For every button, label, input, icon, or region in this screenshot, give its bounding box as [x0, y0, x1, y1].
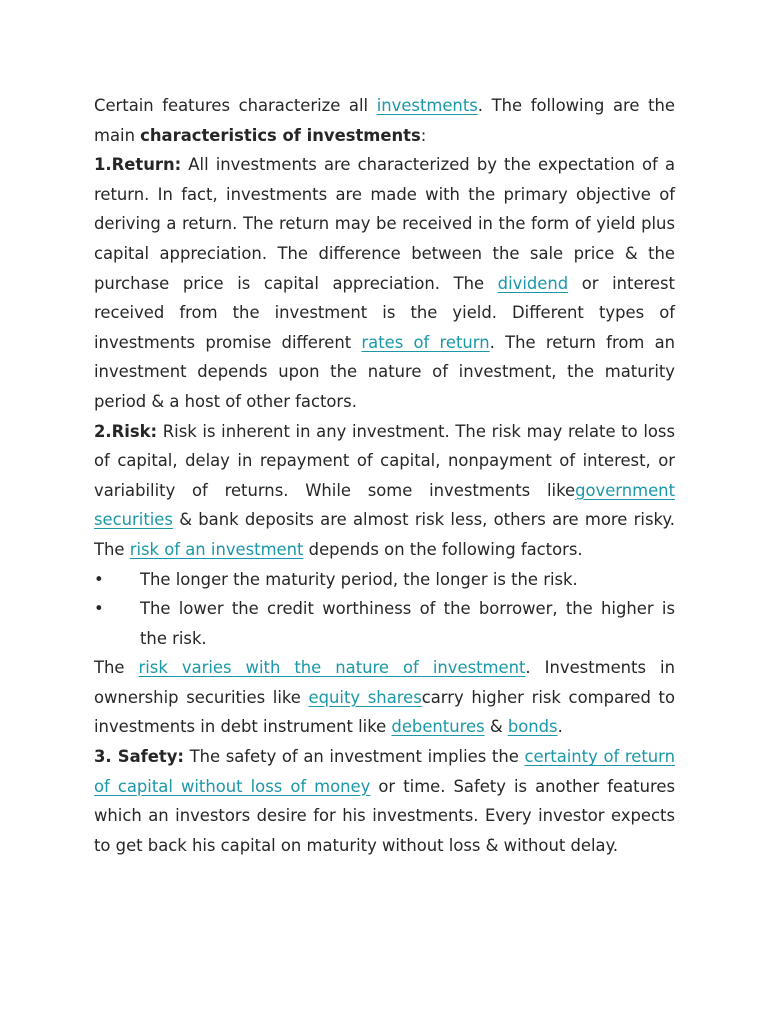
- link-debentures[interactable]: debentures: [391, 717, 485, 737]
- bullet-text: The longer the maturity period, the longer is the risk.: [140, 569, 578, 589]
- risk-text-3: depends on the following factors.: [303, 539, 583, 559]
- risk-nature-text-2: . Investments in ownership securities like: [94, 658, 675, 707]
- link-rates-of-return[interactable]: rates of return: [361, 332, 490, 352]
- intro-text-2: . The following are the main: [94, 96, 675, 145]
- document-body: [94, 91, 675, 860]
- link-risk-varies[interactable]: risk varies with the nature of investment: [138, 658, 526, 678]
- return-heading: 1.Return:: [94, 155, 182, 175]
- link-certainty-of-return[interactable]: certainty of return of capital without loss of money: [94, 747, 675, 796]
- link-dividend[interactable]: dividend: [497, 273, 569, 293]
- link-equity-shares[interactable]: equity shares: [308, 687, 422, 707]
- safety-heading: 3. Safety:: [94, 747, 184, 767]
- link-government-securities[interactable]: government securities: [94, 480, 675, 530]
- bullet-item: [94, 565, 675, 595]
- return-text-1: All investments are characterized by the expectation of a return. In fact, investments are made with the primary objective of deriving a return. The return may be received in the form of yield plus capital appreciation. The difference between the sale price & the purchase price is capital appreciation. The: [94, 155, 675, 293]
- risk-text-1: Risk is inherent in any investment. The risk may relate to loss of capital, delay in repayment of capital, nonpayment of interest, or variability of returns. While some investments like: [94, 421, 675, 500]
- risk-nature-text-3: carry higher risk compared to investments in debt instrument like: [94, 687, 675, 737]
- risk-nature-text-4: &: [484, 717, 508, 737]
- risk-nature-paragraph: [94, 653, 675, 742]
- bullet-text: The lower the credit worthiness of the borrower, the higher is the risk.: [140, 599, 675, 648]
- safety-text-2: or time. Safety is another features which an investors desire for his investments. Every investor expects to get back his capital on maturity without loss & without delay.: [94, 776, 675, 855]
- intro-text-1: Certain features characterize all: [94, 96, 377, 115]
- safety-text-1: The safety of an investment implies the: [183, 747, 525, 767]
- bullet-marker: •: [94, 569, 104, 589]
- return-text-3: . The return from an investment depends upon the nature of investment, the maturity period & a host of other factors.: [94, 332, 675, 411]
- intro-text-3: :: [420, 125, 427, 145]
- bullet-item: [94, 594, 675, 653]
- bullet-marker: •: [94, 599, 104, 619]
- safety-paragraph: [94, 742, 675, 860]
- risk-paragraph: [94, 417, 675, 565]
- intro-paragraph: [94, 91, 675, 150]
- link-risk-of-an-investment[interactable]: risk of an investment: [129, 539, 304, 559]
- link-bonds[interactable]: bonds: [507, 717, 558, 737]
- risk-heading: 2.Risk:: [94, 421, 158, 441]
- intro-bold-phrase: characteristics of investments: [140, 125, 421, 145]
- return-text-2: or interest received from the investment is the yield. Different types of investments promise different: [94, 273, 675, 352]
- risk-text-2: & bank deposits are almost risk less, others are more risky. The: [94, 510, 675, 559]
- link-investments[interactable]: investments: [376, 96, 478, 115]
- return-paragraph: [94, 150, 675, 416]
- risk-nature-text-1: The: [94, 658, 139, 678]
- risk-nature-text-5: .: [557, 717, 563, 737]
